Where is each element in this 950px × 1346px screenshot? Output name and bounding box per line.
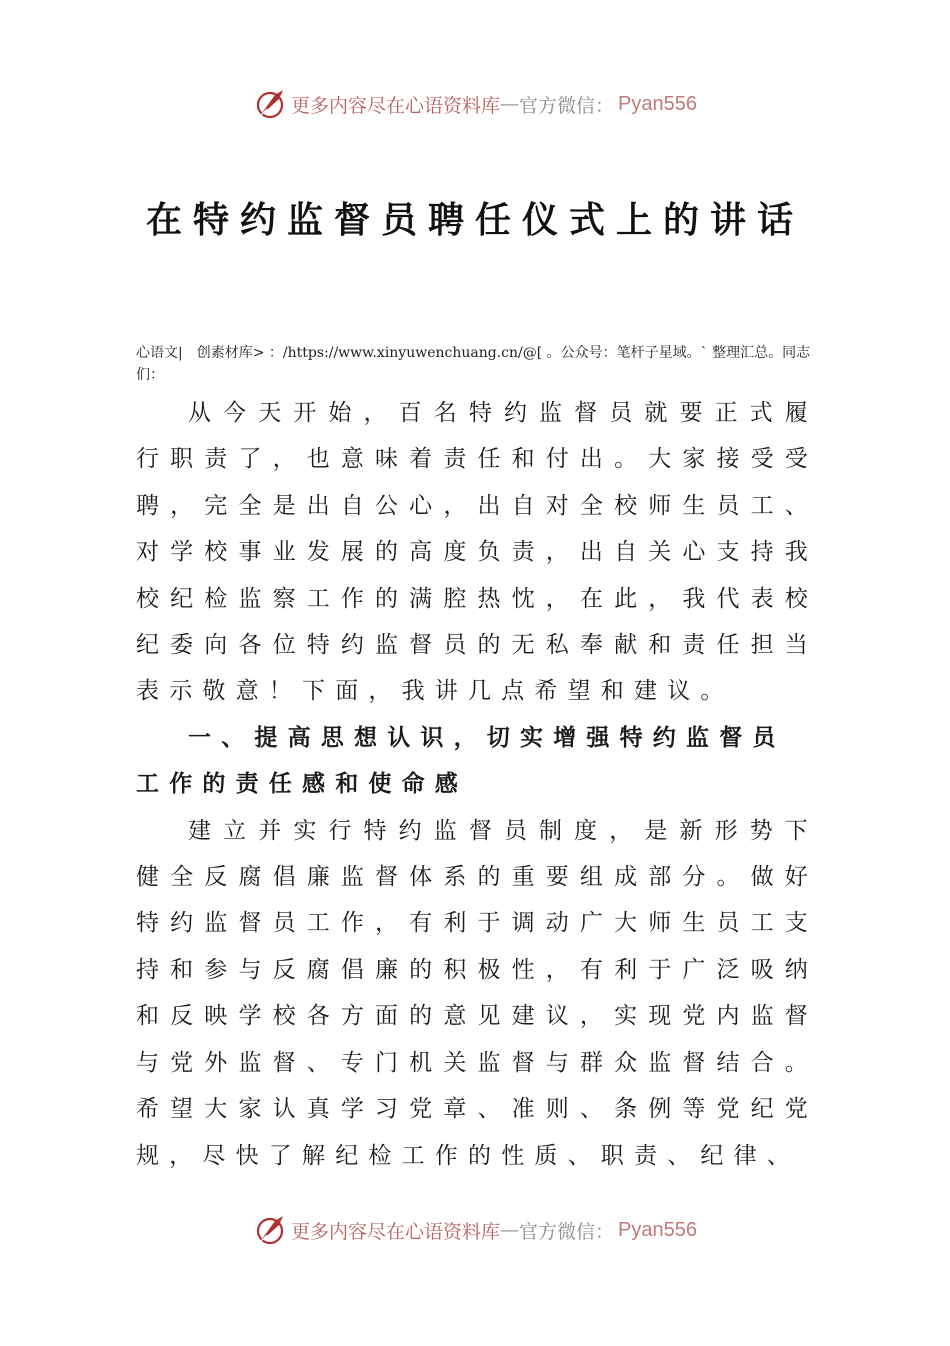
watermark-separator: — (500, 1219, 520, 1241)
watermark-banner-bottom (0, 1210, 950, 1250)
watermark-banner-top (0, 84, 950, 124)
watermark-contact-label: 官方微信： (519, 94, 615, 117)
watermark-separator: — (500, 93, 520, 115)
document-body (136, 390, 818, 1179)
watermark-contact-id: Pyan556 (618, 1218, 697, 1241)
watermark-contact-label: 官方微信： (519, 1220, 615, 1243)
section-heading-1: 一、提高思想认识，切实增强特约监督员工作的责任感和使命感 (136, 724, 786, 798)
watermark-contact-id: Pyan556 (618, 92, 697, 115)
document-title: 在特约监督员聘任仪式上的讲话 (145, 200, 804, 241)
source-meta-line: 心语文| 创素材库> ：/https://www.xinyuwenchuang.cn/@[ 。公众号：笔杆子星域。` 整理汇总。同志们： (136, 345, 811, 383)
paragraph-opening: 从今天开始，百名特约监督员就要正式履行职责了，也意味着责任和付出。大家接受受聘，完全是出自公心，出自对全校师生员工、对学校事业发展的高度负责，出自关心支持我校纪检监察工作的满腔热忱，在此，我代表校纪委向各位特约监督员的无私奉献和责任担当表示敬意！下面，我讲几点希望和建议。 (136, 400, 818, 705)
quill-logo-icon (253, 87, 287, 121)
paragraph-section-1: 建立并实行特约监督员制度，是新形势下健全反腐倡廉监督体系的重要组成部分。做好特约监督员工作，有利于调动广大师生员工支持和参与反腐倡廉的积极性，有利于广泛吸纳和反映学校各方面的意见建议，实现党内监督与党外监督、专门机关监督与群众监督结合。希望大家认真学习党章、准则、条例等党纪党规，尽快了解纪检工作的性质、职责、纪律、 (136, 817, 818, 1169)
quill-logo-icon (253, 1213, 287, 1247)
watermark-text: 更多内容尽在心语资料库 (291, 94, 501, 117)
watermark-text: 更多内容尽在心语资料库 (291, 1220, 501, 1243)
